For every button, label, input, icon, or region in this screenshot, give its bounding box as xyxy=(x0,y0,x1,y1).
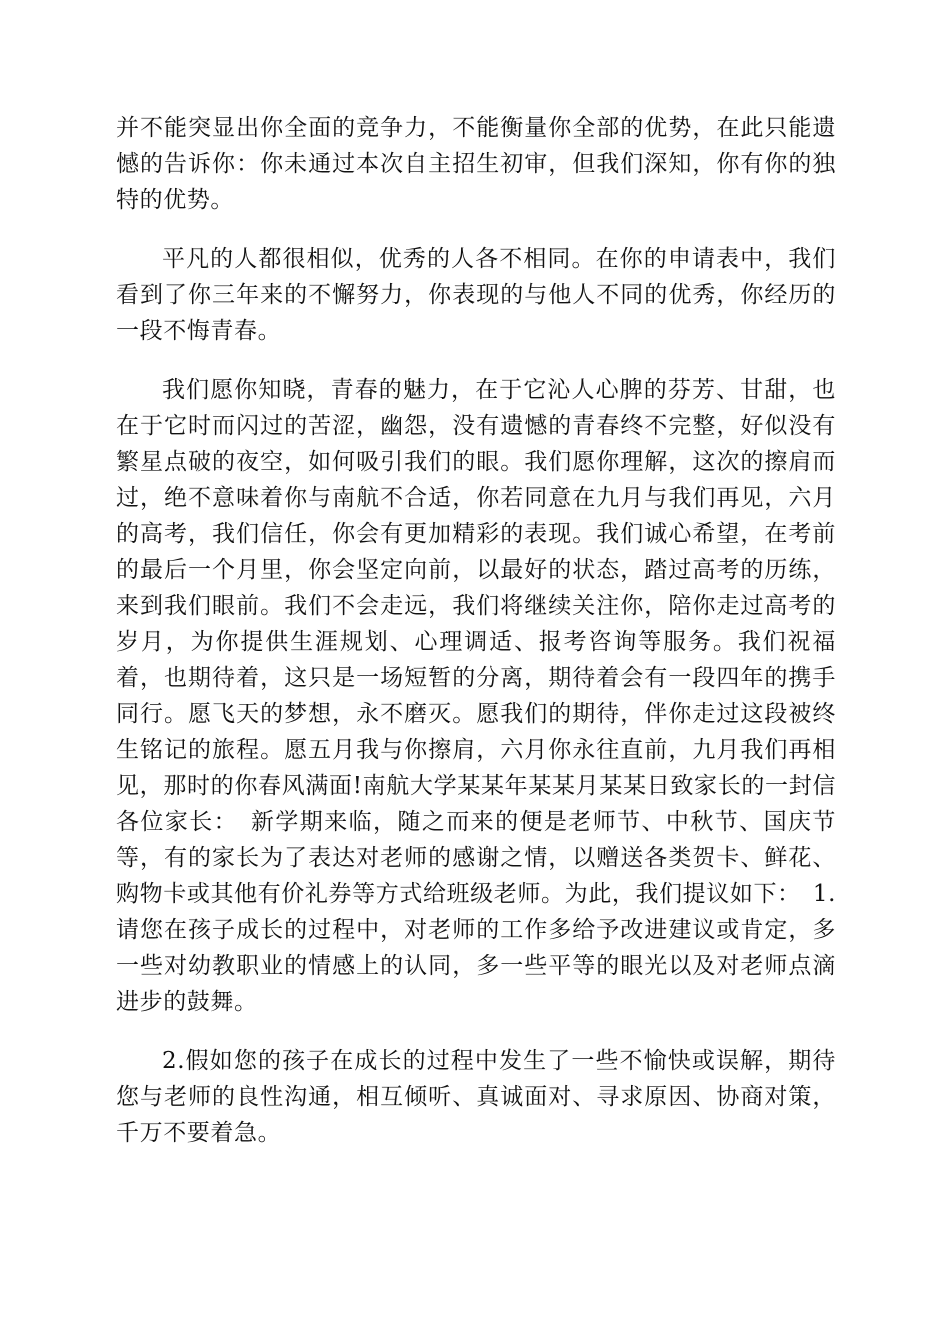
paragraph-3: 我们愿你知晓，青春的魅力，在于它沁人心脾的芬芳、甘甜，也在于它时而闪过的苦涩，幽怨，没有遗憾的青春终不完整，好似没有繁星点破的夜空，如何吸引我们的眼。我们愿你理解，这次的擦肩而过，绝不意味着你与南航不合适，你若同意在九月与我们再见，六月的高考，我们信任，你会有更加精彩的表现。我们诚心希望，在考前的最后一个月里，你会坚定向前，以最好的状态，踏过高考的历练，来到我们眼前。我们不会走远，我们将继续关注你，陪你走过高考的岁月，为你提供生涯规划、心理调适、报考咨询等服务。我们祝福着，也期待着，这只是一场短暂的分离，期待着会有一段四年的携手同行。愿飞天的梦想，永不磨灭。愿我们的期待，伴你走过这段被终生铭记的旅程。愿五月我与你擦肩，六月你永往直前，九月我们再相见，那时的你春风满面!南航大学某某年某某月某某日致家长的一封信各位家长： 新学期来临，随之而来的便是老师节、中秋节、国庆节等，有的家长为了表达对老师的感谢之情，以赠送各类贺卡、鲜花、购物卡或其他有价礼券等方式给班级老师。为此，我们提议如下： 1.请您在孩子成长的过程中，对老师的工作多给予改进建议或肯定，多一些对幼教职业的情感上的认同，多一些平等的眼光以及对老师点滴进步的鼓舞。 xyxy=(116,377,836,1015)
paragraph-4: 2.假如您的孩子在成长的过程中发生了一些不愉快或误解，期待您与老师的良性沟通，相互倾听、真诚面对、寻求原因、协商对策，千万不要着急。 xyxy=(116,1048,836,1146)
paragraph-2: 平凡的人都很相似，优秀的人各不相同。在你的申请表中，我们看到了你三年来的不懈努力，你表现的与他人不同的优秀，你经历的一段不悔青春。 xyxy=(116,246,836,344)
document-page xyxy=(116,110,836,1174)
paragraph-1: 并不能突显出你全面的竞争力，不能衡量你全部的优势，在此只能遗憾的告诉你：你未通过本次自主招生初审，但我们深知，你有你的独特的优势。 xyxy=(116,115,836,213)
